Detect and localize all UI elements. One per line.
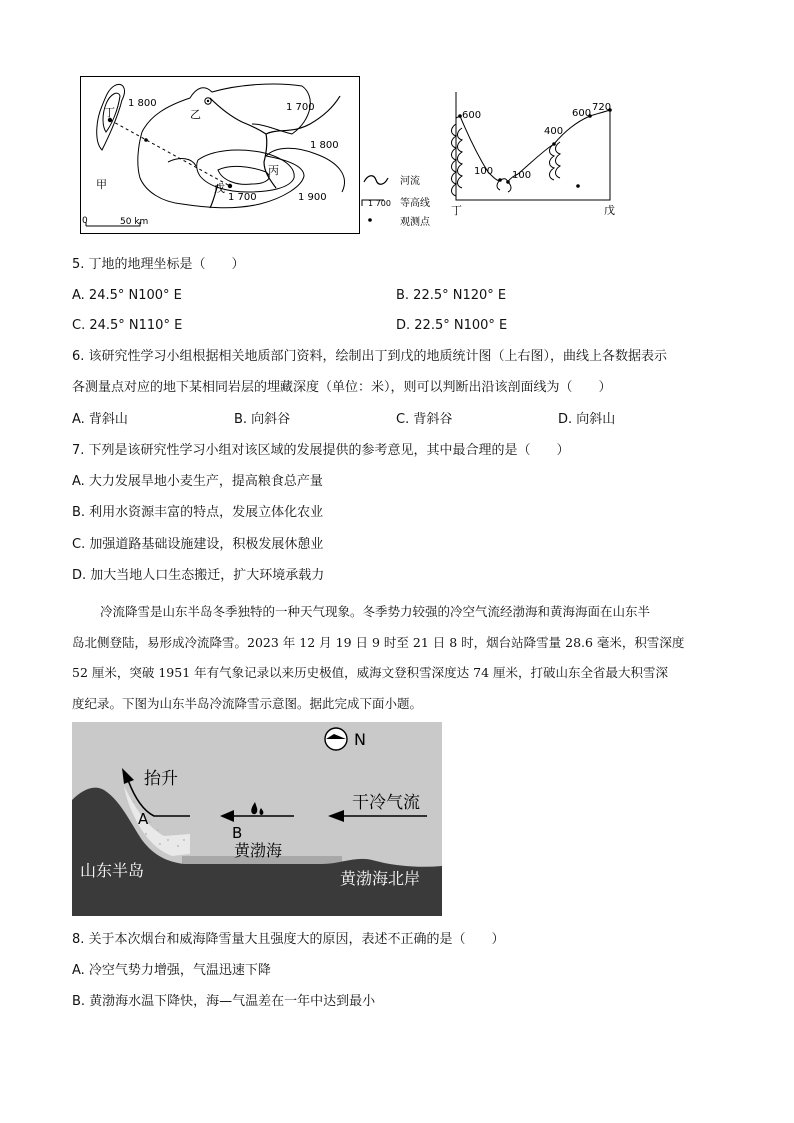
contour-label: 1 700: [286, 102, 315, 113]
scale-distance: 50 km: [120, 217, 149, 227]
contour-label: 1 800: [128, 98, 157, 109]
station-symbol-icon: [368, 218, 372, 222]
depth-label: 400: [544, 126, 564, 137]
question-5-option-b[interactable]: B. 22.5° N120° E: [396, 288, 507, 303]
question-8-stem: 8. 关于本次烟台和威海降雪量大且强度大的原因，表述不正确的是（ ）: [72, 932, 505, 947]
question-5-stem: 5. 丁地的地理坐标是（ ）: [72, 257, 245, 272]
question-7-option-b[interactable]: B. 利用水资源丰富的特点，发展立体化农业: [72, 505, 324, 520]
question-6-option-b[interactable]: B. 向斜谷: [234, 412, 291, 427]
legend-contour-label: 等高线: [400, 198, 430, 209]
svg-text:1 700: 1 700: [368, 199, 391, 208]
north-label: N: [354, 730, 366, 749]
place-label: 丙: [268, 164, 279, 177]
passage-line: 52 厘米，突破 1951 年有气象记录以来历史极值，威海文登积雪深度达 74 厘米，打破山东全省最大积雪深: [72, 665, 668, 680]
passage-line: 度纪录。下图为山东半岛冷流降雪示意图。据此完成下面小题。: [72, 695, 423, 711]
profile-end-label: 戊: [604, 204, 615, 217]
depth-label: 720: [592, 102, 612, 113]
place-label: 戊: [214, 182, 225, 195]
question-7-stem: 7. 下列是该研究性学习小组对该区域的发展提供的参考意见，其中最合理的是（ ）: [72, 443, 570, 458]
lake-effect-snow-diagram: [72, 722, 442, 916]
rock-depth-profile-figure: [444, 88, 624, 218]
point-a-label: A: [138, 810, 149, 828]
contour-label: 1 900: [298, 192, 327, 203]
contour-map-figure: [80, 76, 360, 234]
question-7-option-c[interactable]: C. 加强道路基础设施建设，积极发展休憩业: [72, 537, 324, 552]
map-legend: [358, 168, 430, 230]
legend-station-label: 观测点: [400, 217, 430, 228]
question-5-option-d[interactable]: D. 22.5° N100° E: [396, 318, 508, 333]
cold-air-label: 干冷气流: [352, 793, 420, 813]
peninsula-label: 山东半岛: [80, 861, 145, 880]
depth-label: 600: [462, 110, 482, 121]
point-b-label: B: [232, 824, 243, 842]
profile-start-label: 丁: [451, 204, 462, 217]
question-6-stem-line-1: 6. 该研究性学习小组根据相关地质部门资料，绘制出丁到戊的地质统计图（上右图），曲线上各数据表示: [72, 349, 668, 364]
question-5-option-c[interactable]: C. 24.5° N110° E: [72, 318, 183, 333]
passage: [72, 597, 724, 719]
river-symbol-icon: [364, 176, 388, 185]
sea-label: 黄渤海: [234, 841, 283, 860]
question-8-option-b[interactable]: B. 黄渤海水温下降快，海—气温差在一年中达到最小: [72, 994, 376, 1009]
contour-label: 1 800: [310, 140, 339, 151]
question-8-option-a[interactable]: A. 冷空气势力增强，气温迅速下降: [72, 963, 271, 978]
place-label: 丁: [104, 106, 115, 119]
depth-label: 100: [512, 170, 532, 181]
depth-label: 100: [474, 166, 494, 177]
passage-line: 冷流降雪是山东半岛冬季独特的一种天气现象。冬季势力较强的冷空气流经渤海和黄海海面在山东半: [100, 604, 651, 619]
place-label: 乙: [190, 108, 201, 121]
legend-river-label: 河流: [400, 176, 420, 187]
question-5-option-a[interactable]: A. 24.5° N100° E: [72, 288, 182, 303]
scale-zero: 0: [82, 216, 88, 226]
question-7-option-d[interactable]: D. 加大当地人口生态搬迁，扩大环境承载力: [72, 568, 325, 583]
north-coast-label: 黄渤海北岸: [340, 869, 421, 888]
question-6-option-a[interactable]: A. 背斜山: [72, 412, 128, 427]
question-6-option-d[interactable]: D. 向斜山: [558, 412, 616, 427]
question-7-option-a[interactable]: A. 大力发展旱地小麦生产，提高粮食总产量: [72, 474, 323, 489]
place-label: 甲: [96, 178, 107, 191]
passage-line: 岛北侧登陆，易形成冷流降雪。2023 年 12 月 19 日 9 时至 21 日 8 时，烟台站降雪量 28.6 毫米，积雪深度: [72, 634, 685, 650]
lift-label: 抬升: [144, 769, 178, 789]
question-6-stem-line-2: 各测量点对应的地下某相同岩层的埋藏深度（单位：米），则可以判断出沿该剖面线为（ ）: [72, 380, 612, 395]
depth-label: 600: [572, 108, 592, 119]
contour-label: 1 700: [228, 192, 257, 203]
question-6-option-c[interactable]: C. 背斜谷: [396, 412, 453, 427]
